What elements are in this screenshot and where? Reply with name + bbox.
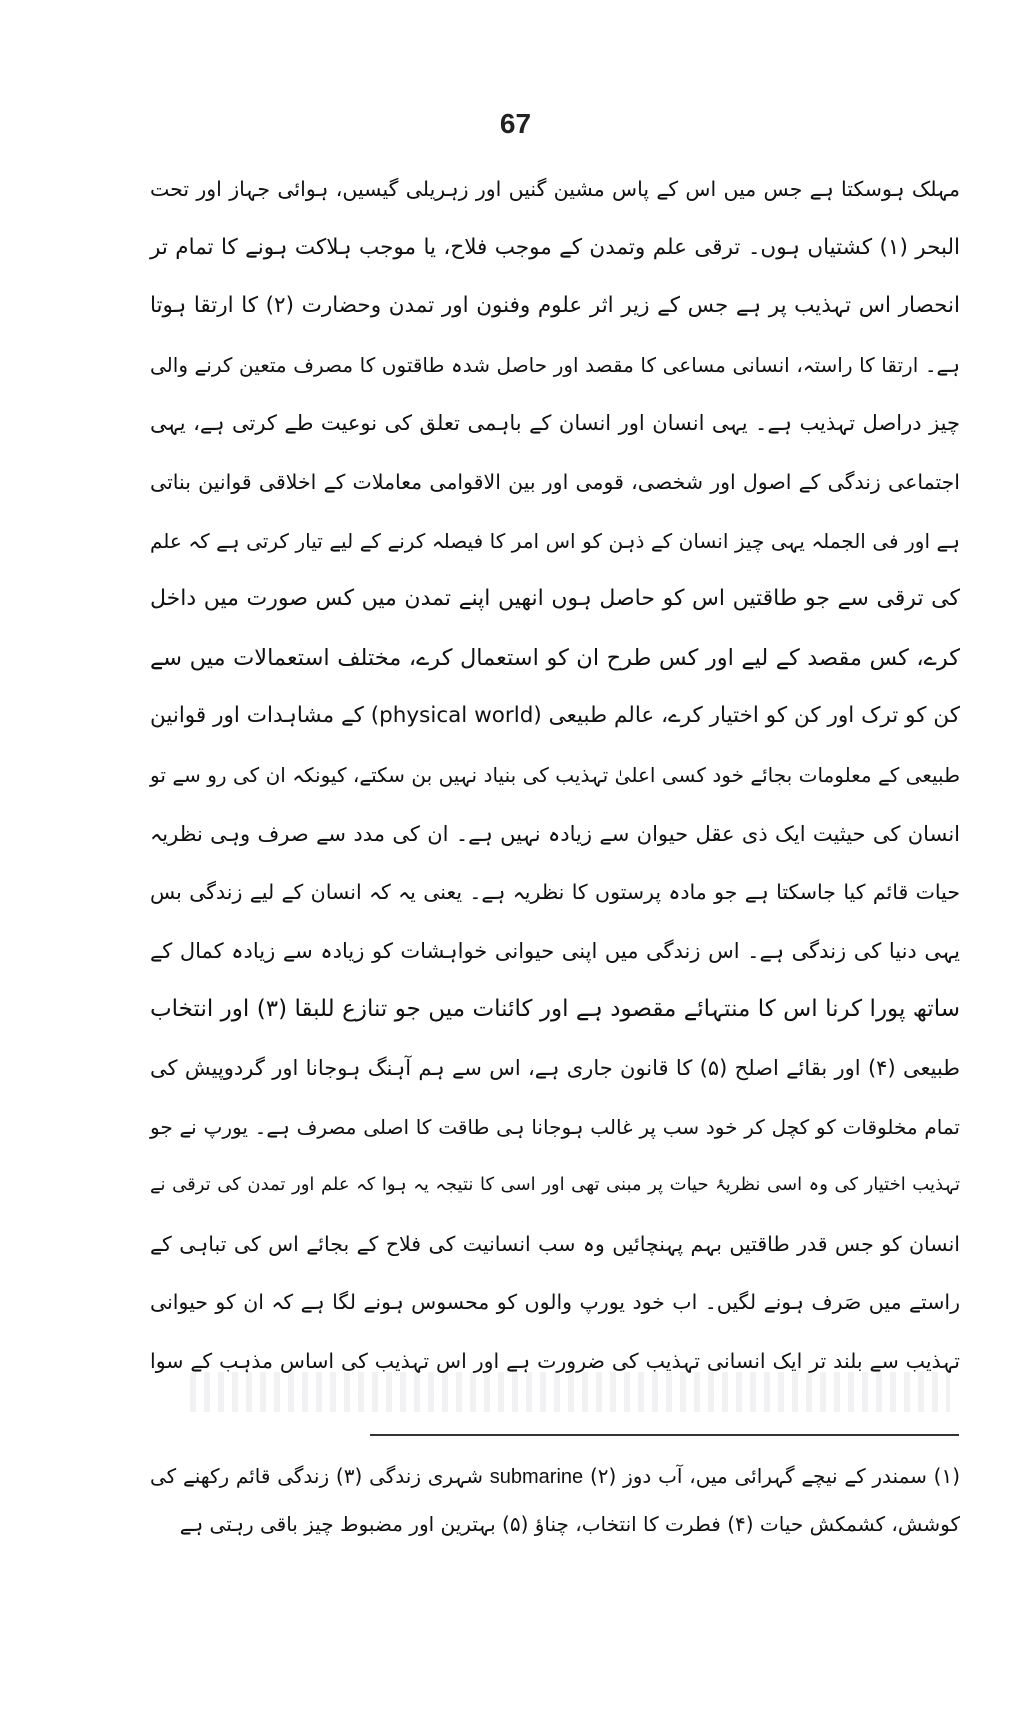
text-line: مہلک ہوسکتا ہے جس میں اس کے پاس مشین گنیں اور زہریلی گیسیں، ہوائی جہاز اور تحت <box>150 177 960 201</box>
text-line: یہی دنیا کی زندگی ہے۔ اس زندگی میں اپنی حیوانی خواہشات کو زیادہ سے زیادہ کمال کے <box>150 938 960 963</box>
footnote-line: کوشش، کشمکش حیات (۴) فطرت کا انتخاب، چناؤ (۵) بہترین اور مضبوط چیز باقی رہتی ہے <box>179 1512 960 1536</box>
text-line: طبیعی کے معلومات بجائے خود کسی اعلیٰ تہذیب کی بنیاد نہیں بن سکتے، کیونکہ ان کی رو سے تو <box>150 762 960 787</box>
body-text <box>150 160 960 1390</box>
text-line: چیز دراصل تہذیب ہے۔ یہی انسان اور انسان کے باہمی تعلق کی نوعیت طے کرتی ہے، یہی <box>150 411 960 436</box>
footnotes <box>150 1452 960 1548</box>
text-line: انسان کو جس قدر طاقتیں بہم پہنچائیں وہ سب انسانیت کی فلاح کے بجائے اس کی تباہی کے <box>150 1231 960 1256</box>
footnote-2: (۲) شہری زندگی <box>369 1464 617 1488</box>
text-line: ہے اور فی الجملہ یہی چیز انسان کے ذہن کو اس امر کا فیصلہ کرنے کے لیے تیار کرتی ہے کہ علم <box>150 528 960 553</box>
show-through-bleed <box>190 1372 950 1412</box>
text-line: کی ترقی سے جو طاقتیں اس کو حاصل ہوں انھیں اپنے تمدن میں کس صورت میں داخل <box>150 586 960 612</box>
page-number: 67 <box>499 108 532 139</box>
text-line: طبیعی (۴) اور بقائے اصلح (۵) کا قانون جاری ہے، اس سے ہم آہنگ ہوجانا اور گردوپیش کی <box>150 1055 961 1080</box>
footnote-separator <box>370 1434 959 1436</box>
text-line: کرے، کس مقصد کے لیے اور کس طرح ان کو استعمال کرے، مختلف استعمالات میں سے <box>150 644 960 671</box>
text-line: ہے۔ ارتقا کا راستہ، انسانی مساعی کا مقصد اور حاصل شدہ طاقتوں کا مصرف متعین کرنے والی <box>150 352 960 377</box>
text-line: البحر (۱) کشتیاں ہوں۔ ترقی علم وتمدن کے موجب فلاح، یا موجب ہلاکت ہونے کا تمام تر <box>150 234 960 260</box>
text-line: تمام مخلوقات کو کچل کر خود سب پر غالب ہوجانا ہی طاقت کا اصلی مصرف ہے۔ یورپ نے جو <box>150 1114 960 1139</box>
text-line: کن کو ترک اور کن کو اختیار کرے، عالم طبیعی (physical world) کے مشاہدات اور قوانین <box>150 703 960 729</box>
text-line: انحصار اس تہذیب پر ہے جس کے زیر اثر علوم وفنون اور تمدن وحضارت (۲) کا ارتقا ہوتا <box>150 293 960 319</box>
footnote-1-latin: submarine <box>489 1466 584 1488</box>
text-line: ساتھ پورا کرنا اس کا منتہائے مقصود ہے اور کائنات میں جو تنازع للبقا (۳) اور انتخاب <box>150 996 960 1023</box>
text-line: راستے میں صَرف ہونے لگیں۔ اب خود یورپ والوں کو محسوس ہونے لگا ہے کہ ان کو حیوانی <box>150 1290 960 1315</box>
text-line: تہذیب سے بلند تر ایک انسانی تہذیب کی ضرورت ہے اور اس تہذیب کی اساس مذہب کے سوا <box>150 1348 960 1373</box>
text-line: اجتماعی زندگی کے اصول اور شخصی، قومی اور بین الاقوامی معاملات کے اخلاقی قوانین بناتی <box>150 469 960 494</box>
footnote-3: (۳) زندگی قائم رکھنے کی <box>150 1464 363 1488</box>
text-line: تہذیب اختیار کی وہ اسی نظریۂ حیات پر مبنی تھی اور اسی کا نتیجہ یہ ہوا کہ علم اور تمدن کی ترقی نے <box>150 1174 960 1196</box>
footnote-line <box>150 1452 960 1500</box>
text-line: حیات قائم کیا جاسکتا ہے جو مادہ پرستوں کا نظریہ ہے۔ یعنی یہ کہ انسان کے لیے زندگی بس <box>150 880 960 905</box>
text-line: انسان کی حیثیت ایک ذی عقل حیوان سے زیادہ نہیں ہے۔ ان کی مدد سے صرف وہی نظریہ <box>150 821 960 846</box>
footnote-1: (۱) سمندر کے نیچے گہرائی میں، آب دوز submarine <box>489 1464 961 1488</box>
